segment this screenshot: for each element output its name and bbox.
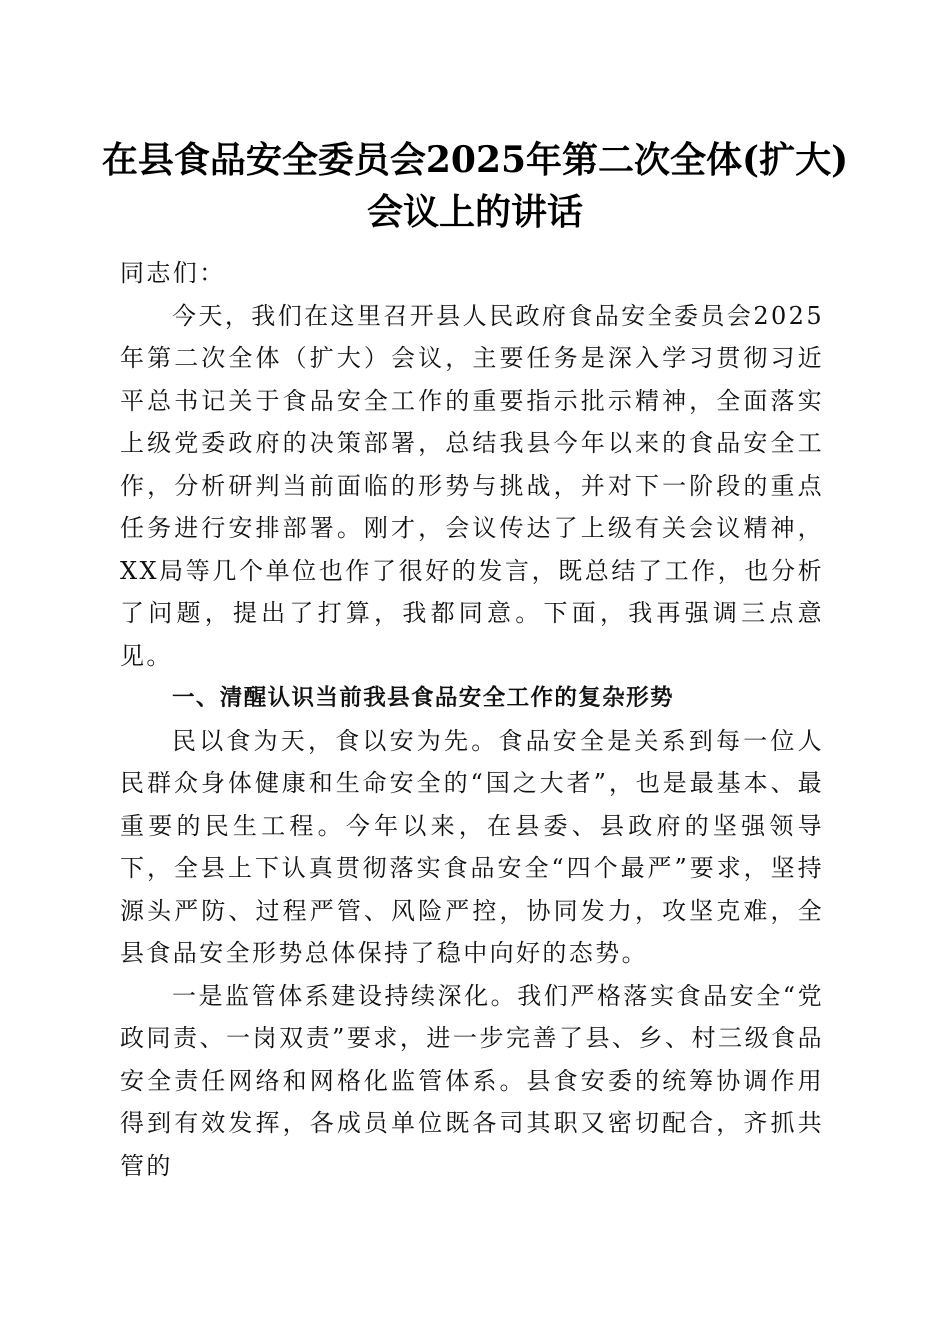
document-body [120,252,824,1187]
paragraph-point-one: 一是监管体系建设持续深化。我们严格落实食品安全“党政同责、一岗双责”要求，进一步完善了县、乡、村三级食品安全责任网络和网格化监管体系。县食安委的统筹协调作用得到有效发挥，各成员单位既各司其职又密切配合，齐抓共管的 [120,981,824,1180]
salutation: 同志们： [120,259,226,287]
paragraph-situation: 民以食为天，食以安为先。食品安全是关系到每一位人民群众身体健康和生命安全的“国之大者”，也是最基本、最重要的民生工程。今年以来，在县委、县政府的坚强领导下，全县上下认真贯彻落实食品安全“四个最严”要求，坚持源头严防、过程严管、风险严控，协同发力，攻坚克难，全县食品安全形势总体保持了稳中向好的态势。 [120,726,824,967]
document-title-line-1: 在县食品安全委员会2025年第二次全体(扩大) [101,139,849,181]
section-heading-1: 一、清醒认识当前我县食品安全工作的复杂形势 [172,685,674,711]
document-title-line-2: 会议上的讲话 [366,191,583,233]
paragraph-opening: 今天，我们在这里召开县人民政府食品安全委员会2025年第二次全体（扩大）会议，主要任务是深入学习贯彻习近平总书记关于食品安全工作的重要指示批示精神，全面落实上级党委政府的决策部署，总结我县今年以来的食品安全工作，分析研判当前面临的形势与挑战，并对下一阶段的重点任务进行安排部署。刚才，会议传达了上级有关会议精神，XX局等几个单位也作了很好的发言，既总结了工作，也分析了问题，提出了打算，我都同意。下面，我再强调三点意见。 [120,301,824,670]
